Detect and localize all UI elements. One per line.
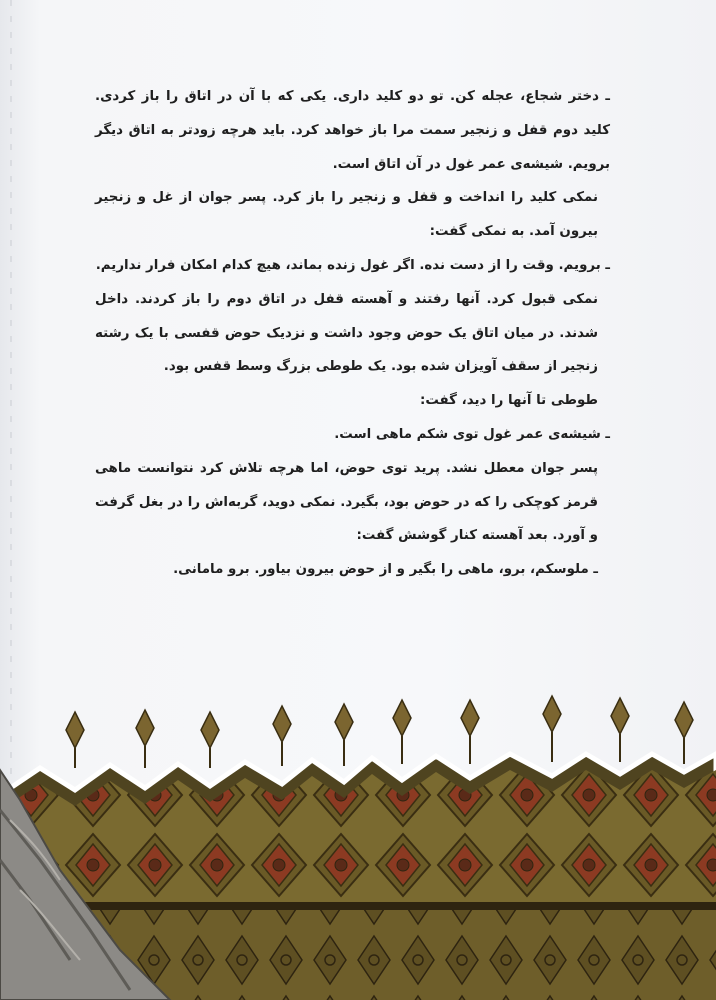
story-paragraph: نمکی قبول کرد. آنها رفتند و آهسته قفل در اتاق دوم را باز کردند. داخل شدند. در میان اتاق یک حوض وجود داشت و نزدیک حوض قفسی با یک رشته زنجیر از سقف آویزان شده بود. یک طوطی بزرگ وسط قفس بود. (95, 291, 598, 375)
ornamental-wall-illustration (0, 690, 716, 1000)
story-paragraph: نمکی کلید را انداخت و قفل و زنجیر را باز کرد. پسر جوان از غل و زنجیر بیرون آمد. به نمکی گفت: (95, 190, 598, 240)
story-paragraph: پسر جوان معطل نشد. پرید توی حوض، اما هرچه تلاش کرد نتوانست ماهی قرمز کوچکی را که در حوض بود، بگیرد. نمکی دوید، گربه‌اش را در بغل گرفت و آورد. بعد آهسته کنار گوشش گفت: (95, 460, 598, 544)
story-paragraph: ـ برویم. وقت را از دست نده. اگر غول زنده بماند، هیچ کدام امکان فرار نداریم. (95, 257, 610, 273)
story-paragraph: ـ شیشه‌ی عمر غول توی شکم ماهی است. (334, 426, 610, 442)
story-paragraph: طوطی تا آنها را دید، گفت: (420, 393, 598, 409)
story-text (95, 80, 610, 587)
finials (66, 696, 693, 768)
story-paragraph: ـ ملوسکم، برو، ماهی را بگیر و از حوض بیرون بیاور. برو مامانی. (173, 562, 598, 578)
story-paragraph: ـ دختر شجاع، عجله کن. تو دو کلید داری. یکی که با آن در اتاق را باز کردی. کلید دوم قفل و زنجیر سمت مرا باز خواهد کرد. باید هرچه زودتر به اتاق دیگر برویم. شیشه‌ی عمر غول در آن اتاق است. (95, 89, 610, 172)
